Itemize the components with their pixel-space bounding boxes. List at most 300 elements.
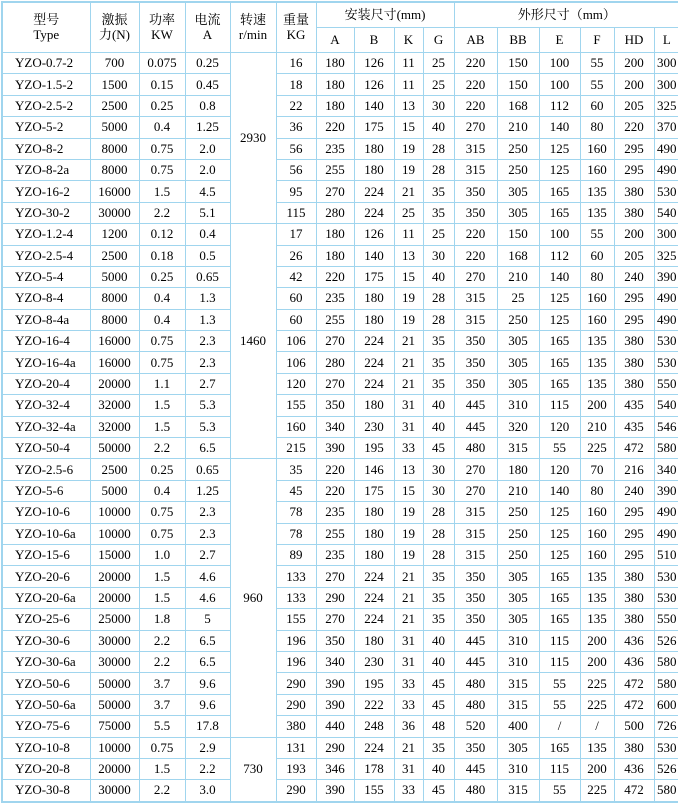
model-cell: YZO-5-4	[2, 266, 90, 287]
model-cell: YZO-10-8	[2, 737, 90, 758]
weight-cell: 22	[276, 95, 316, 116]
model-cell: YZO-2.5-4	[2, 245, 90, 266]
weight-cell: 290	[276, 694, 316, 715]
exciting-force-cell: 30000	[90, 630, 139, 651]
header-exciting-force-line2: 力(N)	[98, 26, 131, 42]
install-k-cell: 21	[394, 181, 423, 202]
model-cell: YZO-20-6	[2, 566, 90, 587]
header-weight-unit: KG	[286, 26, 306, 42]
install-g-cell: 40	[423, 651, 454, 672]
outline-l-cell: 510	[654, 544, 678, 565]
outline-hd-cell: 472	[614, 438, 654, 459]
exciting-force-cell: 16000	[90, 331, 139, 352]
outline-f-cell: 225	[580, 780, 614, 802]
weight-cell: 155	[276, 395, 316, 416]
power-cell: 1.5	[139, 587, 185, 608]
outline-bb-cell: 250	[497, 544, 539, 565]
install-k-cell: 33	[394, 694, 423, 715]
weight-cell: 78	[276, 523, 316, 544]
weight-cell: 45	[276, 480, 316, 501]
current-cell: 9.6	[185, 673, 230, 694]
install-g-cell: 40	[423, 266, 454, 287]
current-cell: 9.6	[185, 694, 230, 715]
outline-bb-cell: 320	[497, 416, 539, 437]
outline-hd-cell: 295	[614, 502, 654, 523]
install-g-cell: 28	[423, 502, 454, 523]
install-k-cell: 31	[394, 758, 423, 779]
power-cell: 0.4	[139, 288, 185, 309]
weight-cell: 42	[276, 266, 316, 287]
outline-e-cell: 125	[539, 138, 580, 159]
outline-ab-cell: 445	[454, 395, 497, 416]
header-outline-ab: AB	[454, 28, 497, 53]
outline-l-cell: 300	[654, 74, 678, 95]
outline-hd-cell: 205	[614, 95, 654, 116]
outline-e-cell: 115	[539, 758, 580, 779]
outline-ab-cell: 350	[454, 737, 497, 758]
model-cell: YZO-32-4	[2, 395, 90, 416]
current-cell: 4.5	[185, 181, 230, 202]
weight-cell: 115	[276, 202, 316, 223]
power-cell: 5.5	[139, 716, 185, 737]
outline-bb-cell: 150	[497, 53, 539, 74]
outline-f-cell: /	[580, 716, 614, 737]
outline-l-cell: 490	[654, 138, 678, 159]
install-a-cell: 270	[316, 331, 354, 352]
header-outline-f: F	[580, 28, 614, 53]
model-cell: YZO-50-4	[2, 438, 90, 459]
weight-cell: 380	[276, 716, 316, 737]
power-cell: 0.25	[139, 459, 185, 480]
install-g-cell: 30	[423, 95, 454, 116]
outline-hd-cell: 216	[614, 459, 654, 480]
power-cell: 0.15	[139, 74, 185, 95]
install-k-cell: 11	[394, 224, 423, 245]
outline-l-cell: 600	[654, 694, 678, 715]
outline-l-cell: 340	[654, 459, 678, 480]
install-b-cell: 175	[354, 117, 394, 138]
outline-f-cell: 80	[580, 480, 614, 501]
table-row	[2, 117, 678, 138]
header-install-k: K	[394, 28, 423, 53]
header-speed-cn: 转速	[239, 11, 266, 27]
header-install-dims-group: 安装尺寸(mm)	[316, 2, 454, 28]
outline-ab-cell: 350	[454, 587, 497, 608]
outline-l-cell: 550	[654, 609, 678, 630]
table-row	[2, 352, 678, 373]
outline-bb-cell: 305	[497, 737, 539, 758]
header-row-main	[2, 2, 678, 28]
outline-ab-cell: 445	[454, 758, 497, 779]
header-current-cn: 电流	[194, 11, 221, 27]
exciting-force-cell: 10000	[90, 523, 139, 544]
install-k-cell: 21	[394, 609, 423, 630]
outline-e-cell: 100	[539, 74, 580, 95]
weight-cell: 16	[276, 53, 316, 74]
weight-cell: 196	[276, 651, 316, 672]
outline-hd-cell: 200	[614, 74, 654, 95]
power-cell: 0.075	[139, 53, 185, 74]
install-a-cell: 270	[316, 373, 354, 394]
outline-hd-cell: 436	[614, 630, 654, 651]
outline-bb-cell: 210	[497, 266, 539, 287]
power-cell: 0.75	[139, 352, 185, 373]
outline-bb-cell: 180	[497, 459, 539, 480]
outline-hd-cell: 380	[614, 331, 654, 352]
install-g-cell: 28	[423, 288, 454, 309]
install-b-cell: 155	[354, 780, 394, 802]
speed-cell: 730	[230, 737, 276, 802]
outline-f-cell: 135	[580, 587, 614, 608]
exciting-force-cell: 5000	[90, 117, 139, 138]
outline-hd-cell: 380	[614, 352, 654, 373]
model-cell: YZO-16-2	[2, 181, 90, 202]
outline-ab-cell: 445	[454, 630, 497, 651]
table-row	[2, 587, 678, 608]
install-g-cell: 25	[423, 53, 454, 74]
outline-hd-cell: 472	[614, 694, 654, 715]
outline-hd-cell: 295	[614, 523, 654, 544]
weight-cell: 35	[276, 459, 316, 480]
power-cell: 0.75	[139, 502, 185, 523]
exciting-force-cell: 20000	[90, 587, 139, 608]
power-cell: 1.8	[139, 609, 185, 630]
table-row	[2, 780, 678, 802]
model-cell: YZO-5-2	[2, 117, 90, 138]
outline-e-cell: 125	[539, 523, 580, 544]
header-exciting-force	[90, 2, 139, 53]
power-cell: 0.18	[139, 245, 185, 266]
header-current	[185, 2, 230, 53]
current-cell: 2.0	[185, 138, 230, 159]
outline-bb-cell: 305	[497, 331, 539, 352]
exciting-force-cell: 10000	[90, 737, 139, 758]
exciting-force-cell: 32000	[90, 395, 139, 416]
weight-cell: 36	[276, 117, 316, 138]
install-g-cell: 35	[423, 331, 454, 352]
exciting-force-cell: 2500	[90, 95, 139, 116]
model-cell: YZO-8-2	[2, 138, 90, 159]
outline-bb-cell: 305	[497, 609, 539, 630]
install-g-cell: 28	[423, 159, 454, 180]
outline-f-cell: 55	[580, 224, 614, 245]
install-k-cell: 13	[394, 245, 423, 266]
install-g-cell: 45	[423, 780, 454, 802]
exciting-force-cell: 50000	[90, 438, 139, 459]
install-a-cell: 270	[316, 609, 354, 630]
exciting-force-cell: 15000	[90, 544, 139, 565]
table-row	[2, 694, 678, 715]
outline-e-cell: 140	[539, 480, 580, 501]
install-b-cell: 126	[354, 224, 394, 245]
table-row	[2, 502, 678, 523]
install-b-cell: 180	[354, 502, 394, 523]
outline-ab-cell: 315	[454, 309, 497, 330]
install-k-cell: 21	[394, 587, 423, 608]
current-cell: 6.5	[185, 630, 230, 651]
outline-l-cell: 550	[654, 373, 678, 394]
install-g-cell: 40	[423, 395, 454, 416]
table-row	[2, 181, 678, 202]
install-a-cell: 235	[316, 544, 354, 565]
outline-bb-cell: 400	[497, 716, 539, 737]
outline-hd-cell: 220	[614, 117, 654, 138]
outline-ab-cell: 220	[454, 245, 497, 266]
outline-bb-cell: 250	[497, 159, 539, 180]
install-b-cell: 230	[354, 651, 394, 672]
current-cell: 0.5	[185, 245, 230, 266]
install-k-cell: 33	[394, 673, 423, 694]
exciting-force-cell: 50000	[90, 694, 139, 715]
power-cell: 0.75	[139, 138, 185, 159]
install-g-cell: 30	[423, 459, 454, 480]
model-cell: YZO-30-8	[2, 780, 90, 802]
model-cell: YZO-16-4a	[2, 352, 90, 373]
outline-bb-cell: 305	[497, 181, 539, 202]
model-cell: YZO-10-6a	[2, 523, 90, 544]
install-a-cell: 390	[316, 780, 354, 802]
install-g-cell: 40	[423, 758, 454, 779]
outline-bb-cell: 168	[497, 245, 539, 266]
table-row	[2, 438, 678, 459]
model-cell: YZO-25-6	[2, 609, 90, 630]
power-cell: 0.75	[139, 737, 185, 758]
speed-cell: 2930	[230, 53, 276, 224]
outline-bb-cell: 250	[497, 523, 539, 544]
install-b-cell: 126	[354, 74, 394, 95]
power-cell: 0.4	[139, 117, 185, 138]
outline-l-cell: 325	[654, 245, 678, 266]
outline-e-cell: 115	[539, 651, 580, 672]
model-cell: YZO-0.7-2	[2, 53, 90, 74]
power-cell: 2.2	[139, 651, 185, 672]
install-b-cell: 224	[354, 609, 394, 630]
install-k-cell: 21	[394, 737, 423, 758]
header-current-unit: A	[202, 26, 213, 42]
model-cell: YZO-16-4	[2, 331, 90, 352]
table-row	[2, 266, 678, 287]
current-cell: 2.3	[185, 352, 230, 373]
install-b-cell: 180	[354, 523, 394, 544]
power-cell: 0.75	[139, 159, 185, 180]
header-speed	[230, 2, 276, 53]
install-b-cell: 230	[354, 416, 394, 437]
outline-bb-cell: 315	[497, 438, 539, 459]
install-a-cell: 180	[316, 245, 354, 266]
weight-cell: 17	[276, 224, 316, 245]
weight-cell: 133	[276, 566, 316, 587]
install-g-cell: 35	[423, 181, 454, 202]
current-cell: 4.6	[185, 587, 230, 608]
outline-ab-cell: 315	[454, 288, 497, 309]
power-cell: 1.5	[139, 395, 185, 416]
outline-l-cell: 540	[654, 202, 678, 223]
power-cell: 0.12	[139, 224, 185, 245]
weight-cell: 106	[276, 352, 316, 373]
outline-e-cell: 120	[539, 459, 580, 480]
outline-f-cell: 135	[580, 331, 614, 352]
install-b-cell: 180	[354, 159, 394, 180]
outline-l-cell: 490	[654, 309, 678, 330]
table-row	[2, 95, 678, 116]
install-a-cell: 220	[316, 117, 354, 138]
header-install-a: A	[316, 28, 354, 53]
outline-l-cell: 530	[654, 181, 678, 202]
outline-bb-cell: 150	[497, 224, 539, 245]
install-a-cell: 270	[316, 566, 354, 587]
outline-e-cell: 112	[539, 95, 580, 116]
install-a-cell: 340	[316, 651, 354, 672]
install-a-cell: 290	[316, 737, 354, 758]
outline-ab-cell: 220	[454, 74, 497, 95]
outline-l-cell: 580	[654, 651, 678, 672]
table-row	[2, 395, 678, 416]
install-k-cell: 33	[394, 780, 423, 802]
install-b-cell: 180	[354, 138, 394, 159]
exciting-force-cell: 20000	[90, 566, 139, 587]
outline-l-cell: 580	[654, 780, 678, 802]
weight-cell: 133	[276, 587, 316, 608]
outline-l-cell: 580	[654, 673, 678, 694]
outline-hd-cell: 380	[614, 587, 654, 608]
outline-l-cell: 390	[654, 266, 678, 287]
install-k-cell: 19	[394, 138, 423, 159]
outline-ab-cell: 315	[454, 544, 497, 565]
header-power	[139, 2, 185, 53]
install-k-cell: 13	[394, 95, 423, 116]
table-row	[2, 416, 678, 437]
weight-cell: 78	[276, 502, 316, 523]
weight-cell: 215	[276, 438, 316, 459]
weight-cell: 89	[276, 544, 316, 565]
outline-hd-cell: 380	[614, 566, 654, 587]
install-a-cell: 390	[316, 438, 354, 459]
exciting-force-cell: 25000	[90, 609, 139, 630]
outline-e-cell: 165	[539, 181, 580, 202]
table-row	[2, 159, 678, 180]
install-k-cell: 15	[394, 117, 423, 138]
install-g-cell: 45	[423, 694, 454, 715]
install-g-cell: 40	[423, 416, 454, 437]
install-k-cell: 13	[394, 459, 423, 480]
exciting-force-cell: 8000	[90, 309, 139, 330]
outline-hd-cell: 435	[614, 395, 654, 416]
exciting-force-cell: 1500	[90, 74, 139, 95]
outline-bb-cell: 305	[497, 202, 539, 223]
header-install-g: G	[423, 28, 454, 53]
install-b-cell: 195	[354, 438, 394, 459]
outline-e-cell: /	[539, 716, 580, 737]
outline-bb-cell: 25	[497, 288, 539, 309]
power-cell: 0.75	[139, 331, 185, 352]
outline-f-cell: 80	[580, 117, 614, 138]
outline-e-cell: 165	[539, 566, 580, 587]
install-g-cell: 25	[423, 224, 454, 245]
weight-cell: 160	[276, 416, 316, 437]
outline-l-cell: 300	[654, 224, 678, 245]
install-b-cell: 248	[354, 716, 394, 737]
table-row	[2, 138, 678, 159]
install-k-cell: 21	[394, 566, 423, 587]
weight-cell: 56	[276, 138, 316, 159]
outline-f-cell: 55	[580, 53, 614, 74]
outline-e-cell: 55	[539, 694, 580, 715]
outline-e-cell: 140	[539, 266, 580, 287]
outline-f-cell: 80	[580, 266, 614, 287]
outline-e-cell: 125	[539, 159, 580, 180]
install-k-cell: 31	[394, 395, 423, 416]
outline-ab-cell: 270	[454, 117, 497, 138]
header-outline-dims-group: 外形尺寸（mm）	[454, 2, 678, 28]
outline-f-cell: 160	[580, 544, 614, 565]
outline-hd-cell: 295	[614, 309, 654, 330]
model-cell: YZO-50-6	[2, 673, 90, 694]
outline-hd-cell: 436	[614, 758, 654, 779]
power-cell: 1.5	[139, 416, 185, 437]
install-a-cell: 255	[316, 309, 354, 330]
outline-f-cell: 200	[580, 758, 614, 779]
outline-f-cell: 135	[580, 737, 614, 758]
power-cell: 1.5	[139, 758, 185, 779]
outline-e-cell: 165	[539, 352, 580, 373]
outline-hd-cell: 295	[614, 159, 654, 180]
model-cell: YZO-8-4a	[2, 309, 90, 330]
install-g-cell: 35	[423, 737, 454, 758]
install-b-cell: 178	[354, 758, 394, 779]
install-k-cell: 31	[394, 651, 423, 672]
outline-e-cell: 165	[539, 331, 580, 352]
exciting-force-cell: 8000	[90, 159, 139, 180]
outline-l-cell: 300	[654, 53, 678, 74]
exciting-force-cell: 20000	[90, 758, 139, 779]
header-exciting-force-line1: 激振	[101, 11, 128, 27]
install-b-cell: 222	[354, 694, 394, 715]
outline-bb-cell: 250	[497, 138, 539, 159]
outline-ab-cell: 220	[454, 95, 497, 116]
install-b-cell: 180	[354, 544, 394, 565]
current-cell: 2.3	[185, 523, 230, 544]
outline-l-cell: 526	[654, 758, 678, 779]
outline-f-cell: 225	[580, 438, 614, 459]
install-b-cell: 195	[354, 673, 394, 694]
outline-l-cell: 490	[654, 288, 678, 309]
install-g-cell: 45	[423, 673, 454, 694]
outline-bb-cell: 315	[497, 694, 539, 715]
weight-cell: 131	[276, 737, 316, 758]
outline-e-cell: 120	[539, 416, 580, 437]
current-cell: 0.25	[185, 53, 230, 74]
power-cell: 3.7	[139, 673, 185, 694]
model-cell: YZO-5-6	[2, 480, 90, 501]
table-row	[2, 53, 678, 74]
outline-ab-cell: 270	[454, 266, 497, 287]
install-a-cell: 346	[316, 758, 354, 779]
install-a-cell: 220	[316, 480, 354, 501]
power-cell: 2.2	[139, 438, 185, 459]
weight-cell: 290	[276, 673, 316, 694]
weight-cell: 193	[276, 758, 316, 779]
install-g-cell: 28	[423, 544, 454, 565]
power-cell: 0.25	[139, 266, 185, 287]
current-cell: 1.3	[185, 288, 230, 309]
install-a-cell: 180	[316, 53, 354, 74]
outline-ab-cell: 270	[454, 480, 497, 501]
install-a-cell: 350	[316, 395, 354, 416]
header-speed-unit: r/min	[238, 26, 268, 42]
model-cell: YZO-15-6	[2, 544, 90, 565]
outline-f-cell: 200	[580, 395, 614, 416]
current-cell: 2.0	[185, 159, 230, 180]
